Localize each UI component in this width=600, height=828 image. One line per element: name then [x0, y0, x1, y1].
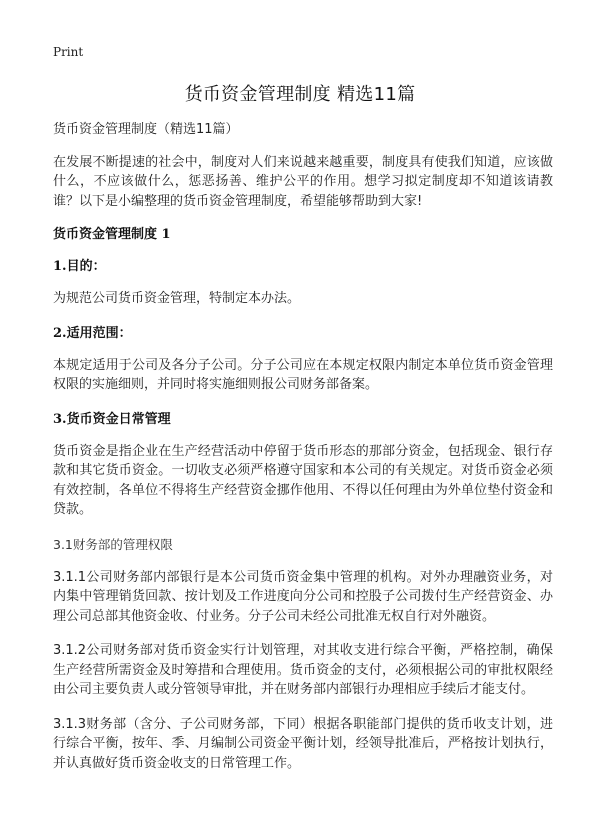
daily-management-paragraph: 货币资金是指企业在生产经营活动中停留于货币形态的那部分资金，包括现金、银行存款和其它货币资金。一切收支必须严格遵守国家和本公司的有关规定。对货币资金必须有效控制，各单位不得将生产经营资金挪作他用、不得以任何理由为外单位垫付资金和贷款。	[53, 443, 553, 517]
scope-paragraph: 本规定适用于公司及各分子公司。分子公司应在本规定权限内制定本单位货币资金管理权限的实施细则，并同时将实施细则报公司财务部备案。	[53, 357, 553, 392]
document-body	[53, 120, 553, 788]
section-heading: 货币资金管理制度 1	[53, 227, 171, 242]
print-label: Print	[53, 45, 84, 59]
purpose-heading: 1.目的：	[53, 259, 106, 274]
clause-3-1-1: 3.1.1公司财务部内部银行是本公司货币资金集中管理的机构。对外办理融资业务，对内集中管理销货回款、按计划及工作进度向分公司和控股子公司拨付生产经营资金、办理公司总部其他资金收、付业务。分子公司未经公司批准无权自行对外融资。	[53, 569, 553, 624]
document-title: 货币资金管理制度 精选11篇	[184, 84, 416, 105]
purpose-paragraph: 为规范公司货币资金管理，特制定本办法。	[53, 291, 301, 306]
authority-subheading: 3.1财务部的管理权限	[53, 536, 173, 552]
daily-management-heading: 3.货币资金日常管理	[53, 411, 171, 427]
clause-3-1-3: 3.1.3财务部（含分、子公司财务部，下同）根据各职能部门提供的货币收支计划，进行综合平衡，按年、季、月编制公司资金平衡计划，经领导批准后，严格按计划执行，并认真做好货币资金收支的日常管理工作。	[53, 716, 553, 771]
scope-heading: 2.适用范围：	[53, 325, 132, 341]
clause-3-1-2: 3.1.2公司财务部对货币资金实行计划管理，对其收支进行综合平衡，严格控制，确保生产经营所需资金及时筹措和合理使用。货币资金的支付，必须根据公司的审批权限经由公司主要负责人或分管领导审批，并在财务部内部银行办理相应手续后才能支付。	[53, 643, 553, 697]
intro-paragraph: 在发展不断提速的社会中，制度对人们来说越来越重要，制度具有使我们知道，应该做什么，不应该做什么，惩恶扬善、维护公平的作用。想学习拟定制度却不知道该请教谁？以下是小编整理的货币资金管理制度，希望能够帮助到大家!	[53, 154, 553, 209]
document-subtitle: 货币资金管理制度（精选11篇）	[53, 122, 239, 137]
